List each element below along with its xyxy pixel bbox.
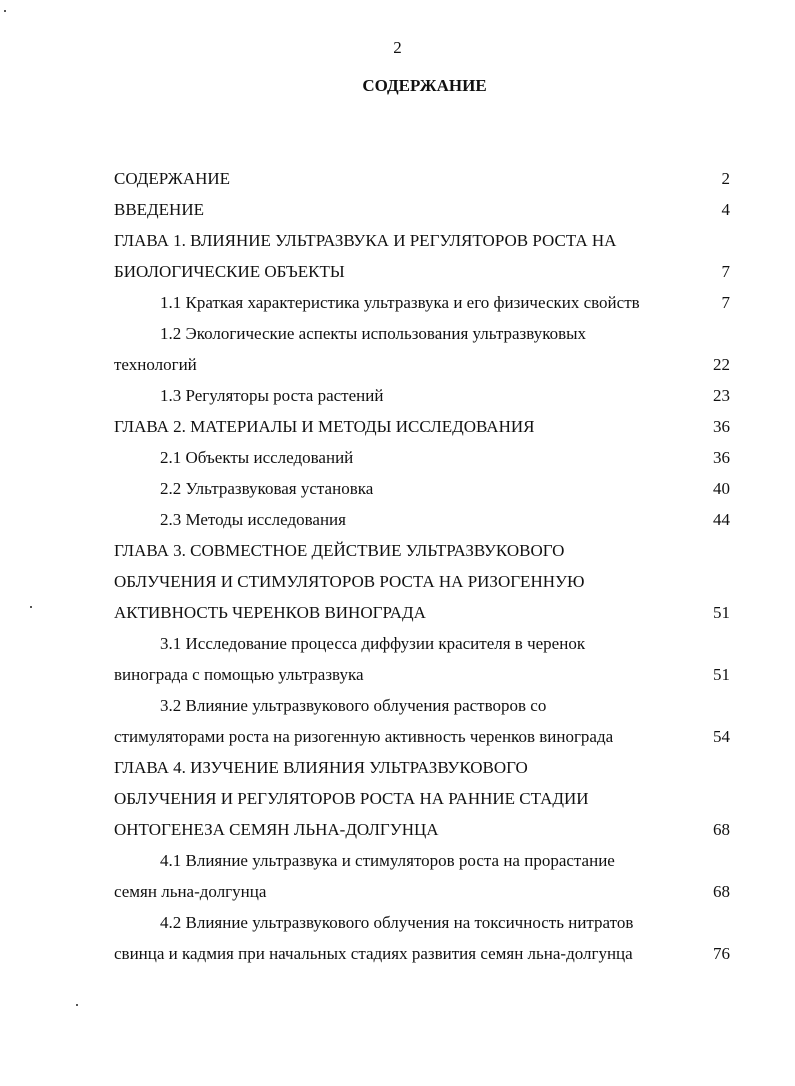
toc-entry-page: 22 bbox=[713, 355, 730, 374]
scan-speck bbox=[76, 1004, 78, 1006]
toc-entry-page: 7 bbox=[721, 293, 730, 312]
toc-entry-title: ГЛАВА 3. СОВМЕСТНОЕ ДЕЙСТВИЕ УЛЬТРАЗВУКОВОГО bbox=[114, 541, 565, 560]
toc-entry-title: технологий bbox=[114, 355, 197, 374]
toc-entry-page: 51 bbox=[713, 665, 730, 684]
toc-entry bbox=[114, 318, 730, 349]
toc-entry-title: 1.1 Краткая характеристика ультразвука и его физических свойств bbox=[160, 293, 640, 312]
toc-entry-title: 1.3 Регуляторы роста растений bbox=[160, 386, 384, 405]
toc-entry-title: ОБЛУЧЕНИЯ И РЕГУЛЯТОРОВ РОСТА НА РАННИЕ СТАДИИ bbox=[114, 789, 589, 808]
toc-entry bbox=[114, 225, 730, 256]
toc-entry-title: ОБЛУЧЕНИЯ И СТИМУЛЯТОРОВ РОСТА НА РИЗОГЕННУЮ bbox=[114, 572, 585, 591]
toc-entry bbox=[114, 659, 730, 690]
toc-entry-title: стимуляторами роста на ризогенную активность черенков винограда bbox=[114, 727, 614, 746]
toc-entry-page: 51 bbox=[713, 603, 730, 622]
toc-entry bbox=[114, 628, 730, 659]
toc-entry-page: 36 bbox=[713, 448, 730, 467]
toc-entry-title: ГЛАВА 2. МАТЕРИАЛЫ И МЕТОДЫ ИССЛЕДОВАНИЯ bbox=[114, 417, 535, 436]
table-of-contents bbox=[114, 163, 730, 969]
toc-entry bbox=[114, 163, 730, 194]
toc-entry bbox=[114, 442, 730, 473]
toc-entry-page: 54 bbox=[713, 727, 730, 746]
toc-entry bbox=[114, 504, 730, 535]
toc-entry bbox=[114, 349, 730, 380]
toc-entry bbox=[114, 287, 730, 318]
toc-entry bbox=[114, 690, 730, 721]
toc-entry bbox=[114, 256, 730, 287]
toc-entry-title: 2.1 Объекты исследований bbox=[160, 448, 354, 467]
toc-entry-title: 2.2 Ультразвуковая установка bbox=[160, 479, 374, 498]
toc-entry-page: 44 bbox=[713, 510, 730, 529]
toc-entry-page: 4 bbox=[721, 200, 730, 219]
toc-entry bbox=[114, 194, 730, 225]
toc-entry-title: СОДЕРЖАНИЕ bbox=[114, 169, 231, 188]
toc-entry bbox=[114, 938, 730, 969]
toc-entry-title: винограда с помощью ультразвука bbox=[114, 665, 364, 684]
scan-speck bbox=[4, 10, 6, 12]
toc-entry-title: ОНТОГЕНЕЗА СЕМЯН ЛЬНА-ДОЛГУНЦА bbox=[114, 820, 439, 839]
toc-entry-title: 1.2 Экологические аспекты использования ультразвуковых bbox=[160, 324, 587, 343]
toc-entry bbox=[114, 411, 730, 442]
toc-entry-page: 76 bbox=[713, 944, 730, 963]
page-title: СОДЕРЖАНИЕ bbox=[362, 76, 487, 95]
scan-speck bbox=[30, 606, 32, 608]
toc-entry-title: БИОЛОГИЧЕСКИЕ ОБЪЕКТЫ bbox=[114, 262, 345, 281]
toc-entry bbox=[114, 845, 730, 876]
toc-entry bbox=[114, 752, 730, 783]
toc-entry-title: 4.1 Влияние ультразвука и стимуляторов роста на прорастание bbox=[160, 851, 615, 870]
toc-entry bbox=[114, 566, 730, 597]
toc-entry-title: ВВЕДЕНИЕ bbox=[114, 200, 204, 219]
toc-entry-title: свинца и кадмия при начальных стадиях развития семян льна-долгунца bbox=[114, 944, 633, 963]
toc-entry-title: ГЛАВА 1. ВЛИЯНИЕ УЛЬТРАЗВУКА И РЕГУЛЯТОРОВ РОСТА НА bbox=[114, 231, 617, 250]
toc-entry bbox=[114, 783, 730, 814]
toc-entry-title: АКТИВНОСТЬ ЧЕРЕНКОВ ВИНОГРАДА bbox=[114, 603, 426, 622]
toc-entry-page: 7 bbox=[721, 262, 730, 281]
toc-entry bbox=[114, 597, 730, 628]
toc-entry-page: 68 bbox=[713, 882, 730, 901]
toc-entry-title: 3.2 Влияние ультразвукового облучения растворов со bbox=[160, 696, 547, 715]
toc-entry bbox=[114, 535, 730, 566]
toc-entry bbox=[114, 814, 730, 845]
toc-entry bbox=[114, 907, 730, 938]
toc-entry-title: 4.2 Влияние ультразвукового облучения на токсичность нитратов bbox=[160, 913, 634, 932]
page-number: 2 bbox=[393, 38, 402, 57]
toc-entry-page: 40 bbox=[713, 479, 730, 498]
toc-entry bbox=[114, 721, 730, 752]
toc-entry bbox=[114, 876, 730, 907]
toc-entry-page: 2 bbox=[721, 169, 730, 188]
toc-entry bbox=[114, 473, 730, 504]
toc-entry-title: 2.3 Методы исследования bbox=[160, 510, 346, 529]
toc-entry-page: 36 bbox=[713, 417, 730, 436]
toc-entry-page: 23 bbox=[713, 386, 730, 405]
toc-entry-title: семян льна-долгунца bbox=[114, 882, 267, 901]
toc-entry-page: 68 bbox=[713, 820, 730, 839]
toc-entry-title: 3.1 Исследование процесса диффузии красителя в черенок bbox=[160, 634, 586, 653]
toc-entry bbox=[114, 380, 730, 411]
toc-entry-title: ГЛАВА 4. ИЗУЧЕНИЕ ВЛИЯНИЯ УЛЬТРАЗВУКОВОГО bbox=[114, 758, 528, 777]
